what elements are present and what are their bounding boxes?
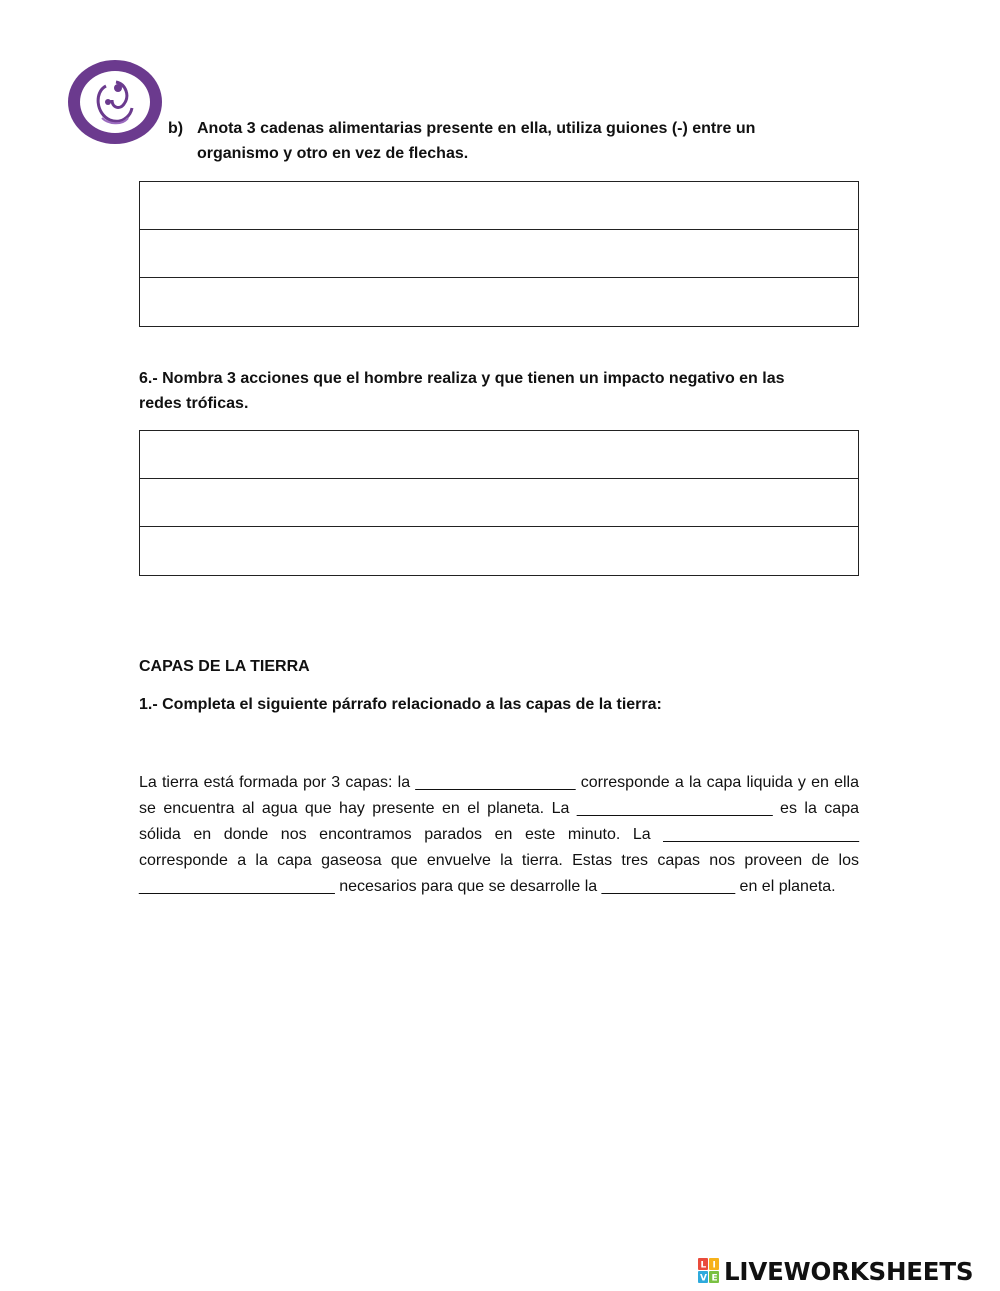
blank-field[interactable]: ______________________ (663, 826, 859, 843)
blank-field[interactable]: _______________ (601, 878, 736, 895)
food-chain-answer-table (139, 181, 859, 327)
liveworksheets-brand (698, 1254, 994, 1288)
answer-field[interactable] (140, 479, 858, 527)
section-heading: CAPAS DE LA TIERRA (139, 658, 310, 675)
question-b-line2: organismo y otro en vez de flechas. (197, 145, 469, 162)
icon-letter: I (712, 1260, 716, 1271)
paragraph-text: corresponde a la capa gaseosa que envuelve la tierra. Estas tres capas nos proveen de los (139, 852, 859, 869)
liveworksheets-icon (698, 1258, 720, 1284)
blank-field[interactable]: ______________________ (139, 878, 335, 895)
icon-letter: E (711, 1273, 718, 1284)
answer-field[interactable] (140, 230, 858, 278)
answer-field[interactable] (140, 527, 858, 575)
question-b-text (197, 116, 877, 166)
blank-field[interactable]: __________________ (415, 774, 576, 791)
question-6-text (139, 366, 879, 416)
question-6-line1: 6.- Nombra 3 acciones que el hombre realiza y que tienen un impacto negativo en las (139, 370, 785, 387)
icon-letter: L (700, 1260, 707, 1271)
question-b-line1: Anota 3 cadenas alimentarias presente en ella, utiliza guiones (-) entre un (197, 120, 756, 137)
paragraph-text: corresponde a la capa liquida y en ella se encuentra al agua que hay presente en el planeta. La (139, 774, 860, 817)
blank-field[interactable]: ______________________ (576, 800, 773, 817)
question-6-line2: redes tróficas. (139, 395, 249, 412)
paragraph-text: necesarios para que se desarrolle la (339, 878, 598, 895)
fill-in-paragraph (139, 770, 859, 900)
answer-field[interactable] (140, 278, 858, 326)
icon-letter: V (700, 1273, 707, 1284)
school-logo (66, 58, 164, 146)
section-instruction: 1.- Completa el siguiente párrafo relacionado a las capas de la tierra: (139, 696, 662, 713)
question-b-marker: b) (168, 120, 184, 137)
paragraph-text: en el planeta. (739, 878, 836, 895)
liveworksheets-wordmark: LIVEWORKSHEETS (724, 1256, 974, 1286)
answer-field[interactable] (140, 182, 858, 230)
paragraph-text: es la capa sólida en donde nos encontramos parados en este minuto. La (139, 800, 859, 843)
answer-field[interactable] (140, 431, 858, 479)
human-actions-answer-table (139, 430, 859, 576)
paragraph-text: La tierra está formada por 3 capas: la (139, 774, 411, 791)
